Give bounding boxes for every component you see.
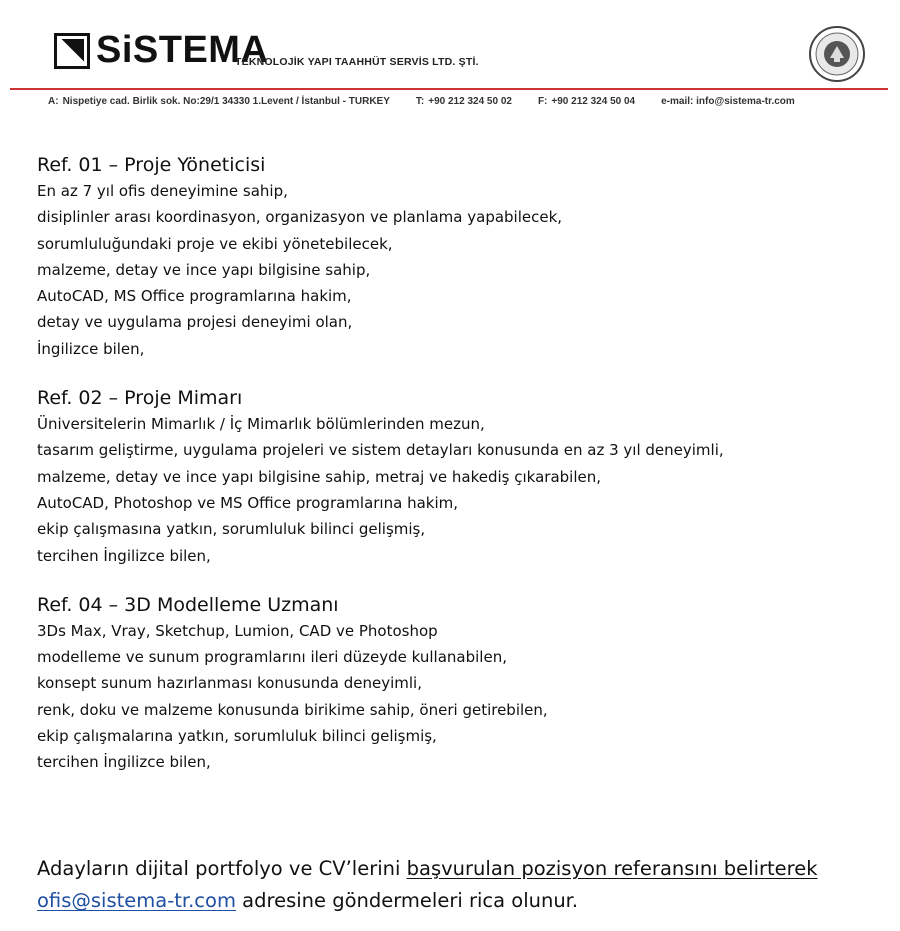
- requirement-line: İngilizce bilen,: [37, 339, 145, 358]
- requirement-line: AutoCAD, MS Office programlarına hakim,: [37, 287, 352, 306]
- sistema-logo-icon: [54, 33, 90, 69]
- job-title: Ref. 02 – Proje Mimarı: [37, 387, 243, 410]
- phone-text: +90 212 324 50 02: [428, 96, 512, 107]
- footer-underlined-text: başvurulan pozisyon referansını belirterek: [406, 857, 818, 880]
- requirement-line: modelleme ve sunum programlarını ileri düzeyde kullanabilen,: [37, 648, 507, 667]
- requirement-line: sorumluluğundaki proje ve ekibi yönetebilecek,: [37, 234, 393, 253]
- company-tagline: TEKNOLOJİK YAPI TAAHHÜT SERVİS LTD. ŞTİ.: [235, 56, 479, 68]
- footer-text-end: adresine göndermeleri rica olunur.: [235, 889, 579, 912]
- header-email[interactable]: e-mail: info@sistema-tr.com: [661, 96, 795, 107]
- requirement-line: renk, doku ve malzeme konusunda birikime sahip, öneri getirebilen,: [37, 700, 548, 719]
- letterhead: [0, 0, 900, 120]
- requirement-line: malzeme, detay ve ince yapı bilgisine sahip, metraj ve hakediş çıkarabilen,: [37, 467, 601, 486]
- phone-label: T:: [415, 96, 425, 107]
- requirement-line: disiplinler arası koordinasyon, organizasyon ve planlama yapabilecek,: [37, 208, 563, 227]
- job-listings: [37, 152, 877, 799]
- requirement-line: 3Ds Max, Vray, Sketchup, Lumion, CAD ve Photoshop: [37, 621, 438, 640]
- requirement-line: ekip çalışmalarına yatkın, sorumluluk bilinci gelişmiş,: [37, 727, 437, 746]
- fax-text: +90 212 324 50 04: [551, 96, 636, 107]
- job-section-ref-02: [37, 385, 877, 569]
- footer-text-start: Adayların dijital portfolyo ve CV’lerini: [37, 857, 407, 880]
- green-building-council-seal-icon: [808, 25, 866, 83]
- header-divider: [10, 88, 888, 90]
- requirement-line: AutoCAD, Photoshop ve MS Office programlarına hakim,: [37, 493, 459, 512]
- requirement-line: konsept sunum hazırlanması konusunda deneyimli,: [37, 674, 422, 693]
- requirement-line: tasarım geliştirme, uygulama projeleri ve sistem detayları konusunda en az 3 yıl deneyimli,: [37, 441, 724, 460]
- application-email-link[interactable]: ofis@sistema-tr.com: [37, 889, 236, 912]
- requirement-line: tercihen İngilizce bilen,: [37, 753, 211, 772]
- address-text: Nispetiye cad. Birlik sok. No:29/1 34330 1.Levent / İstanbul - TURKEY: [62, 96, 390, 107]
- address-label: A:: [48, 96, 59, 107]
- requirement-line: En az 7 yıl ofis deneyimine sahip,: [37, 182, 288, 200]
- requirement-line: Üniversitelerin Mimarlık / İç Mimarlık bölümlerinden mezun,: [37, 415, 485, 434]
- job-title: Ref. 01 – Proje Yöneticisi: [37, 154, 266, 176]
- job-section-ref-01: [37, 152, 877, 362]
- requirement-line: tercihen İngilizce bilen,: [37, 546, 211, 565]
- requirement-line: malzeme, detay ve ince yapı bilgisine sahip,: [37, 260, 371, 279]
- job-section-ref-04: [37, 592, 877, 776]
- contact-line: [48, 96, 801, 107]
- application-instructions: [37, 853, 887, 917]
- brand-name: SiSTEMA: [96, 29, 269, 71]
- job-title: Ref. 04 – 3D Modelleme Uzmanı: [37, 593, 339, 616]
- fax-label: F:: [537, 96, 548, 107]
- requirement-line: ekip çalışmasına yatkın, sorumluluk bilinci gelişmiş,: [37, 520, 426, 539]
- requirement-line: detay ve uygulama projesi deneyimi olan,: [37, 313, 353, 332]
